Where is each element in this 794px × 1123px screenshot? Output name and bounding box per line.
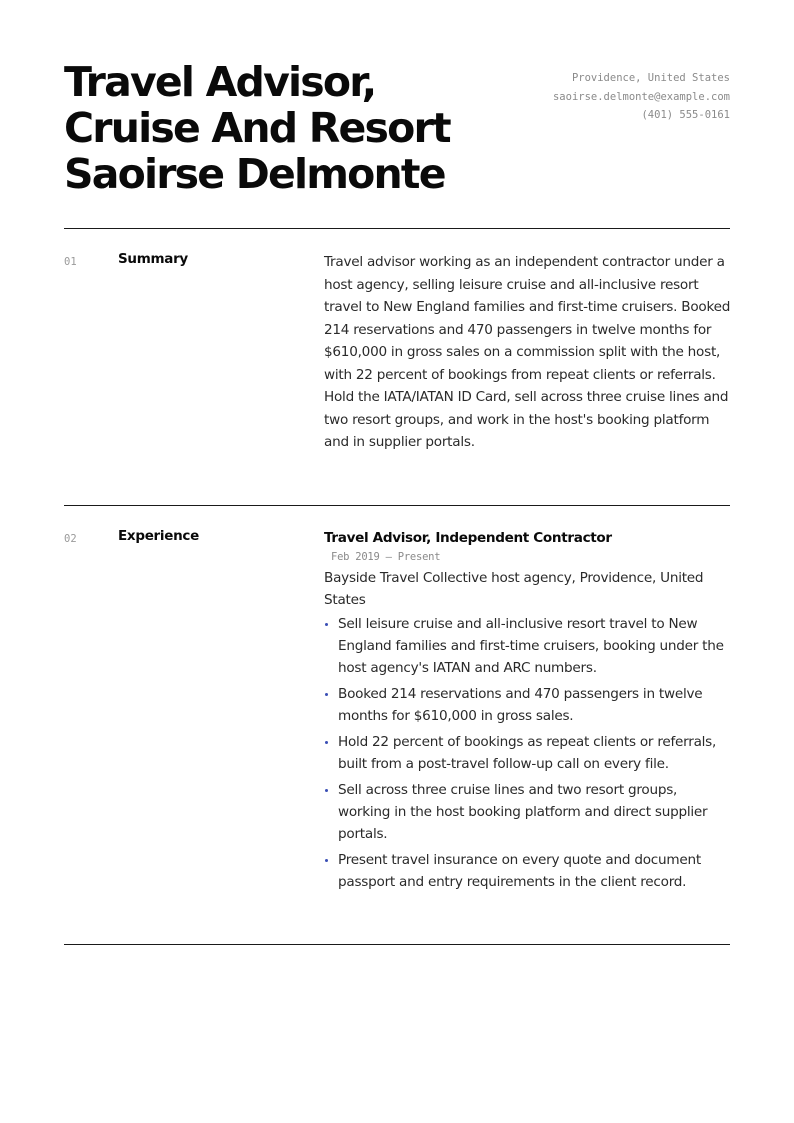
resume-header — [64, 0, 730, 228]
job-title: Travel Advisor, Independent Contractor — [324, 530, 612, 546]
bullet-icon — [325, 623, 328, 626]
section-number: 01 — [64, 256, 77, 268]
bullet-text: Sell leisure cruise and all-inclusive resort travel to New England families and first-time cruisers, booking under the host agency's IATAN and ARC numbers. — [338, 616, 724, 676]
contact-location: Providence, United States — [571, 72, 730, 84]
contact-email: saoirse.delmonte@example.com — [552, 90, 730, 103]
bullet-icon — [325, 693, 328, 696]
job-dates: Feb 2019 — Present — [331, 551, 441, 563]
job-entry — [324, 528, 732, 897]
summary-section — [64, 229, 730, 505]
resume-page — [64, 0, 730, 945]
experience-section — [64, 506, 730, 944]
list-item — [324, 731, 732, 775]
list-item — [324, 849, 732, 893]
title-line-2: Cruise And Resort — [64, 104, 450, 152]
section-heading: Summary — [118, 251, 188, 267]
contact-phone: (401) 555-0161 — [641, 109, 730, 121]
title-line-1: Travel Advisor, — [64, 58, 376, 106]
bullet-text: Sell across three cruise lines and two resort groups, working in the host booking platform and direct supplier portals. — [338, 782, 708, 842]
job-bullets — [324, 613, 732, 893]
bullet-text: Booked 214 reservations and 470 passengers in twelve months for $610,000 in gross sales. — [338, 686, 703, 724]
job-company: Bayside Travel Collective host agency, Providence, United States — [324, 570, 704, 608]
list-item — [324, 779, 732, 845]
page-title — [64, 59, 524, 197]
bullet-icon — [325, 859, 328, 862]
bullet-text: Present travel insurance on every quote and document passport and entry requirements in the client record. — [338, 852, 701, 890]
title-line-3: Saoirse Delmonte — [64, 150, 445, 198]
bullet-text: Hold 22 percent of bookings as repeat clients or referrals, built from a post-travel follow-up call on every file. — [338, 734, 717, 772]
contact-block — [553, 69, 730, 125]
section-heading: Experience — [118, 528, 199, 544]
summary-text: Travel advisor working as an independent contractor under a host agency, selling leisure cruise and all-inclusive resort travel to New England families and first-time cruisers. Booked 214 reservations and 470 passengers in twelve months for $610,000 in gross sales on a commission split with the host, with 22 percent of bookings from repeat clients or referrals. Hold the IATA/IATAN ID Card, sell across three cruise lines and two resort groups, and work in the host's booking platform and in supplier portals. — [324, 254, 731, 450]
divider — [64, 944, 730, 945]
bullet-icon — [325, 741, 328, 744]
list-item — [324, 613, 732, 679]
bullet-icon — [325, 789, 328, 792]
list-item — [324, 683, 732, 727]
section-number: 02 — [64, 533, 77, 545]
